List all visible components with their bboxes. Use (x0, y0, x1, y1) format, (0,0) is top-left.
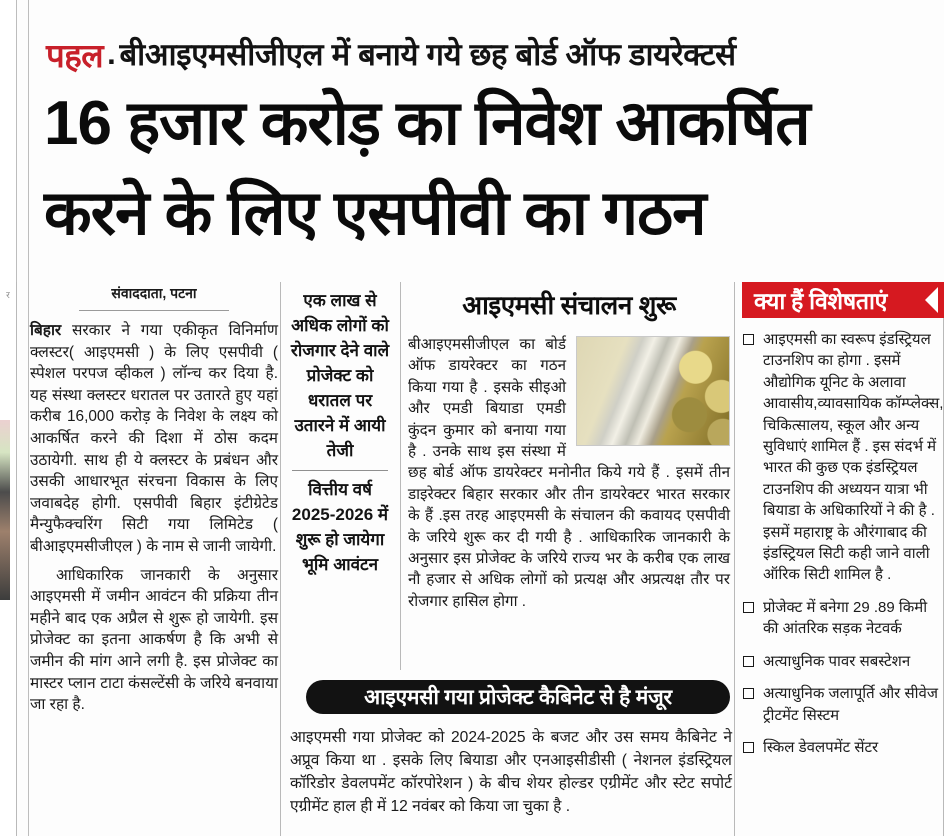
lead-column (30, 282, 278, 723)
chevron-right-icon (925, 287, 938, 313)
square-bullet-icon (743, 656, 754, 667)
headline-line-1: 16 हजार करोड़ का निवेश आकर्षित (44, 89, 810, 158)
square-bullet-icon (743, 742, 754, 753)
teaser-rule (292, 470, 388, 471)
cabinet-approval-banner (306, 680, 730, 714)
kicker-tag: पहल (46, 36, 104, 74)
list-item (742, 683, 944, 726)
teaser-column (288, 288, 392, 577)
features-list (742, 329, 944, 758)
teaser-top: एक लाख से अधिक लोगों को रोजगार देने वाले प्रोजेक्ट को धरातल पर उतारने में आयी तेजी (290, 291, 390, 460)
article-body (16, 282, 944, 836)
column-rule-3 (280, 670, 281, 836)
lead-paragraph-1-rest: सरकार ने गया एकीकृत विनिर्माण क्लस्टर( आइएमसी ) के लिए एसपीवी ( स्पेशल परपज व्हीकल ) लॉन्च कर दिया है. यह संस्था क्लस्टर धरातल पर उतारते हुए यहां करीब 16,000 करोड़ के निवेश के लक्ष्य को आकर्षित करने की दिशा में ठोस कदम उठायेगी. साथ ही ये क्लस्टर के प्रबंधन और उसकी आधारभूत संरचना विकास के लिए जवाबदेह होगी. एसपीवी बिहार इंटीग्रेटेड मैन्युफैक्चरिंग सिटी गया लिमिटेड ( बीआइएमसीजीएल ) के नाम से जानी जायेगी. (30, 322, 278, 555)
list-item-label: अत्याधुनिक जलापूर्ति और सीवेज ट्रीटमेंट सिस्टम (763, 685, 938, 724)
list-item (742, 329, 944, 586)
list-item-label: स्किल डेवलपमेंट सेंटर (763, 738, 879, 756)
list-item (742, 737, 944, 758)
lead-paragraph-1 (30, 320, 278, 558)
column-rule-4 (734, 282, 735, 836)
bottom-note (290, 726, 732, 818)
list-item-label: अत्याधुनिक पावर सबस्टेशन (763, 652, 911, 670)
kicker-separator: . (107, 36, 116, 71)
square-bullet-icon (743, 688, 754, 699)
bottom-note-text: आइएमसी गया प्रोजेक्ट को 2024-2025 के बजट और उस समय कैबिनेट ने अप्रूव किया था . इसके लिए बियाडा और एनआइसीडीसी ( नेशनल इंडस्ट्रियल कॉरिडोर डेवलपमेंट कॉरपोरेशन ) के बीच शेयर होल्डर एग्रीमेंट और स्टेट सपोर्ट एग्रीमेंट हाल ही में 12 नवंबर को किया जा चुका है . (290, 729, 732, 815)
byline-rule (79, 310, 229, 311)
adjacent-article-photo (0, 420, 10, 600)
list-item-label: आइएमसी का स्वरूप इंडस्ट्रियल टाउनशिप का होगा . इसमें औद्योगिक यूनिट के अलावा आवासीय,व्यावसायिक कॉम्प्लेक्स, चिकित्सालय, स्कूल और अन्य सुविधाएं शामिल हैं . इस संदर्भ में भारत की कुछ एक इंडस्ट्रियल टाउनशिप की अध्ययन यात्रा भी बियाडा के अधिकारियों ने की है . इसमें महाराष्ट्र के औरंगाबाद की इंडस्ट्रियल सिटी कही जाने वाली ऑरिक सिटी शामिल है . (763, 331, 944, 584)
middle-subheading: आइएमसी संचालन शुरू (462, 290, 676, 320)
lead-paragraph-2: आधिकारिक जानकारी के अनुसार आइएमसी में जमीन आवंटन की प्रक्रिया तीन महीने बाद एक अप्रैल से शुरू हो जायेगी. इस प्रोजेक्ट का इतना आकर्षण है कि अभी से जमीन की मांग आने लगी है. इस प्रोजेक्ट का मास्टर प्लान टाटा कंसल्टेंसी के जरिये बनवाया जा रहा है. (30, 566, 278, 714)
headline-line-2: करने के लिए एसपीवी का गठन (44, 179, 706, 248)
lead-first-word: बिहार (30, 322, 62, 339)
column-rule-1 (280, 282, 281, 670)
byline: संवाददाता, पटना (111, 285, 197, 301)
middle-column (408, 282, 730, 618)
kicker-line (46, 28, 926, 80)
features-sidebar (742, 282, 944, 769)
teaser-bottom: वित्तीय वर्ष 2025-2026 में शुरू हो जायेगा भूमि आवंटन (291, 480, 389, 574)
currency-notes-and-coins-photo (576, 336, 730, 446)
list-item-label: प्रोजेक्ट में बनेगा 29 .89 किमी की आंतरिक सड़क नेटवर्क (763, 598, 928, 638)
adjacent-article-text: र (6, 290, 10, 300)
square-bullet-icon (743, 334, 754, 345)
column-rule-2 (400, 282, 401, 670)
cabinet-approval-banner-label: आइएमसी गया प्रोजेक्ट कैबिनेट से है मंजूर (364, 686, 672, 709)
middle-paragraph-1: बीआइएमसीजीएल का बोर्ड ऑफ डायरेक्टर का गठन किया गया है . इसके सीइओ और एमडी बियाडा एमडी कुंदन कुमार को बनाया गया है . उनके साथ इस संस्था में छह बोर्ड ऑफ डायरेक्टर मनोनीत किये गये हैं . इसमें तीन डाइरेक्टर बिहार सरकार और तीन डायरेक्टर भारत सरकार के हैं .इस तरह आइएमसी के संचालन की कवायद एसपीवी के जरिये शुरू कर दी गयी है . आधिकारिक जानकारी के अनुसार इस प्रोजेक्ट के जरिये राज्य भर के करीब एक लाख नौ हजार से अधिक लोगों को प्रत्यक्ष और अप्रत्यक्ष तौर पर रोजगार हासिल होगा . (408, 336, 730, 610)
column-rule-0 (16, 282, 17, 836)
square-bullet-icon (743, 602, 754, 613)
adjacent-article-sliver (0, 0, 16, 836)
features-sidebar-header-label: क्या हैं विशेषताएं (754, 288, 888, 314)
list-item (742, 597, 944, 640)
kicker-subtitle: बीआइएमसीजीएल में बनाये गये छह बोर्ड ऑफ डायरेक्टर्स (119, 37, 736, 72)
list-item (742, 651, 944, 672)
features-sidebar-header (742, 282, 944, 318)
